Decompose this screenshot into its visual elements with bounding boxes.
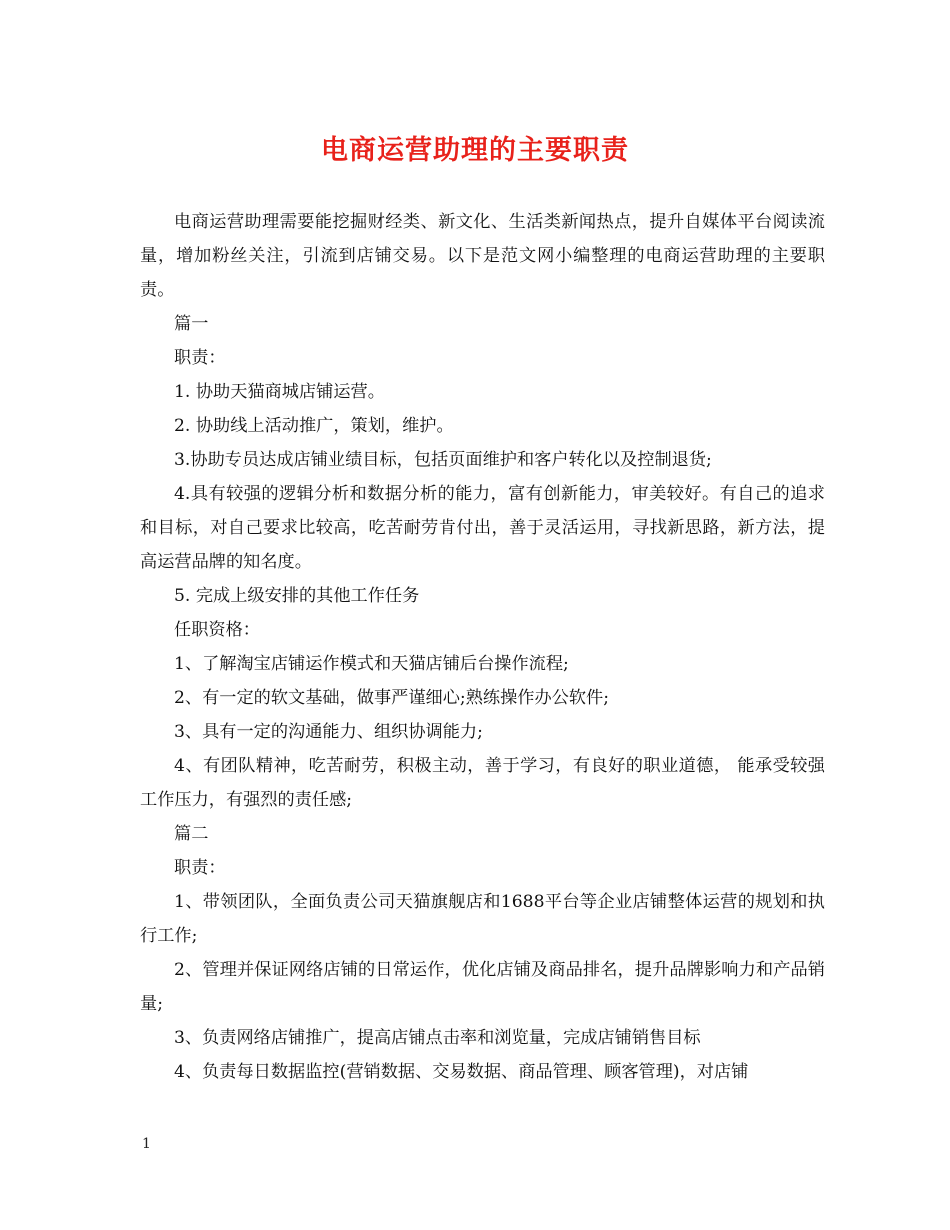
part1-requirement-item: 2、有一定的软文基础，做事严谨细心;熟练操作办公软件; — [174, 688, 610, 708]
part1-duty-item: 4.具有较强的逻辑分析和数据分析的能力，富有创新能力，审美较好。有自己的追求和目标，对自己要求比较高，吃苦耐劳肯付出，善于灵活运用，寻找新思路，新方法，提高运营品牌的知名度。 — [140, 484, 825, 572]
part1-requirements-label: 任职资格： — [174, 620, 260, 640]
part1-duties-label: 职责： — [174, 348, 226, 368]
part1-duty-item: 1. 协助天猫商城店铺运营。 — [174, 382, 385, 402]
document-title: 电商运营助理的主要职责 — [321, 135, 629, 166]
part1-requirement-item: 1、了解淘宝店铺运作模式和天猫店铺后台操作流程; — [174, 654, 569, 674]
part2-duty-item: 4、负责每日数据监控(营销数据、交易数据、商品管理、顾客管理)，对店铺 — [174, 1062, 749, 1082]
part1-duty-item: 2. 协助线上活动推广，策划，维护。 — [174, 416, 454, 436]
part2-duty-item: 3、负责网络店铺推广，提高店铺点击率和浏览量，完成店铺销售目标 — [174, 1028, 701, 1048]
document-body — [140, 205, 825, 1089]
intro-paragraph: 电商运营助理需要能挖掘财经类、新文化、生活类新闻热点，提升自媒体平台阅读流量，增加粉丝关注，引流到店铺交易。以下是范文网小编整理的电商运营助理的主要职责。 — [140, 212, 825, 300]
part1-heading: 篇一 — [174, 314, 209, 334]
part1-requirement-item: 3、具有一定的沟通能力、组织协调能力; — [174, 722, 483, 742]
part1-duty-item: 5. 完成上级安排的其他工作任务 — [174, 586, 420, 606]
part1-requirement-item: 4、有团队精神，吃苦耐劳，积极主动，善于学习，有良好的职业道德， 能承受较强工作压力，有强烈的责任感; — [140, 756, 825, 810]
page-number: 1 — [142, 1136, 151, 1152]
part2-duties-label: 职责： — [174, 858, 226, 878]
part2-duty-item: 2、管理并保证网络店铺的日常运作，优化店铺及商品排名，提升品牌影响力和产品销量; — [140, 960, 825, 1014]
part1-duty-item: 3.协助专员达成店铺业绩目标，包括页面维护和客户转化以及控制退货; — [174, 450, 712, 470]
part2-duty-item: 1、带领团队，全面负责公司天猫旗舰店和1688平台等企业店铺整体运营的规划和执行工作; — [140, 892, 825, 946]
part2-heading: 篇二 — [174, 824, 209, 844]
